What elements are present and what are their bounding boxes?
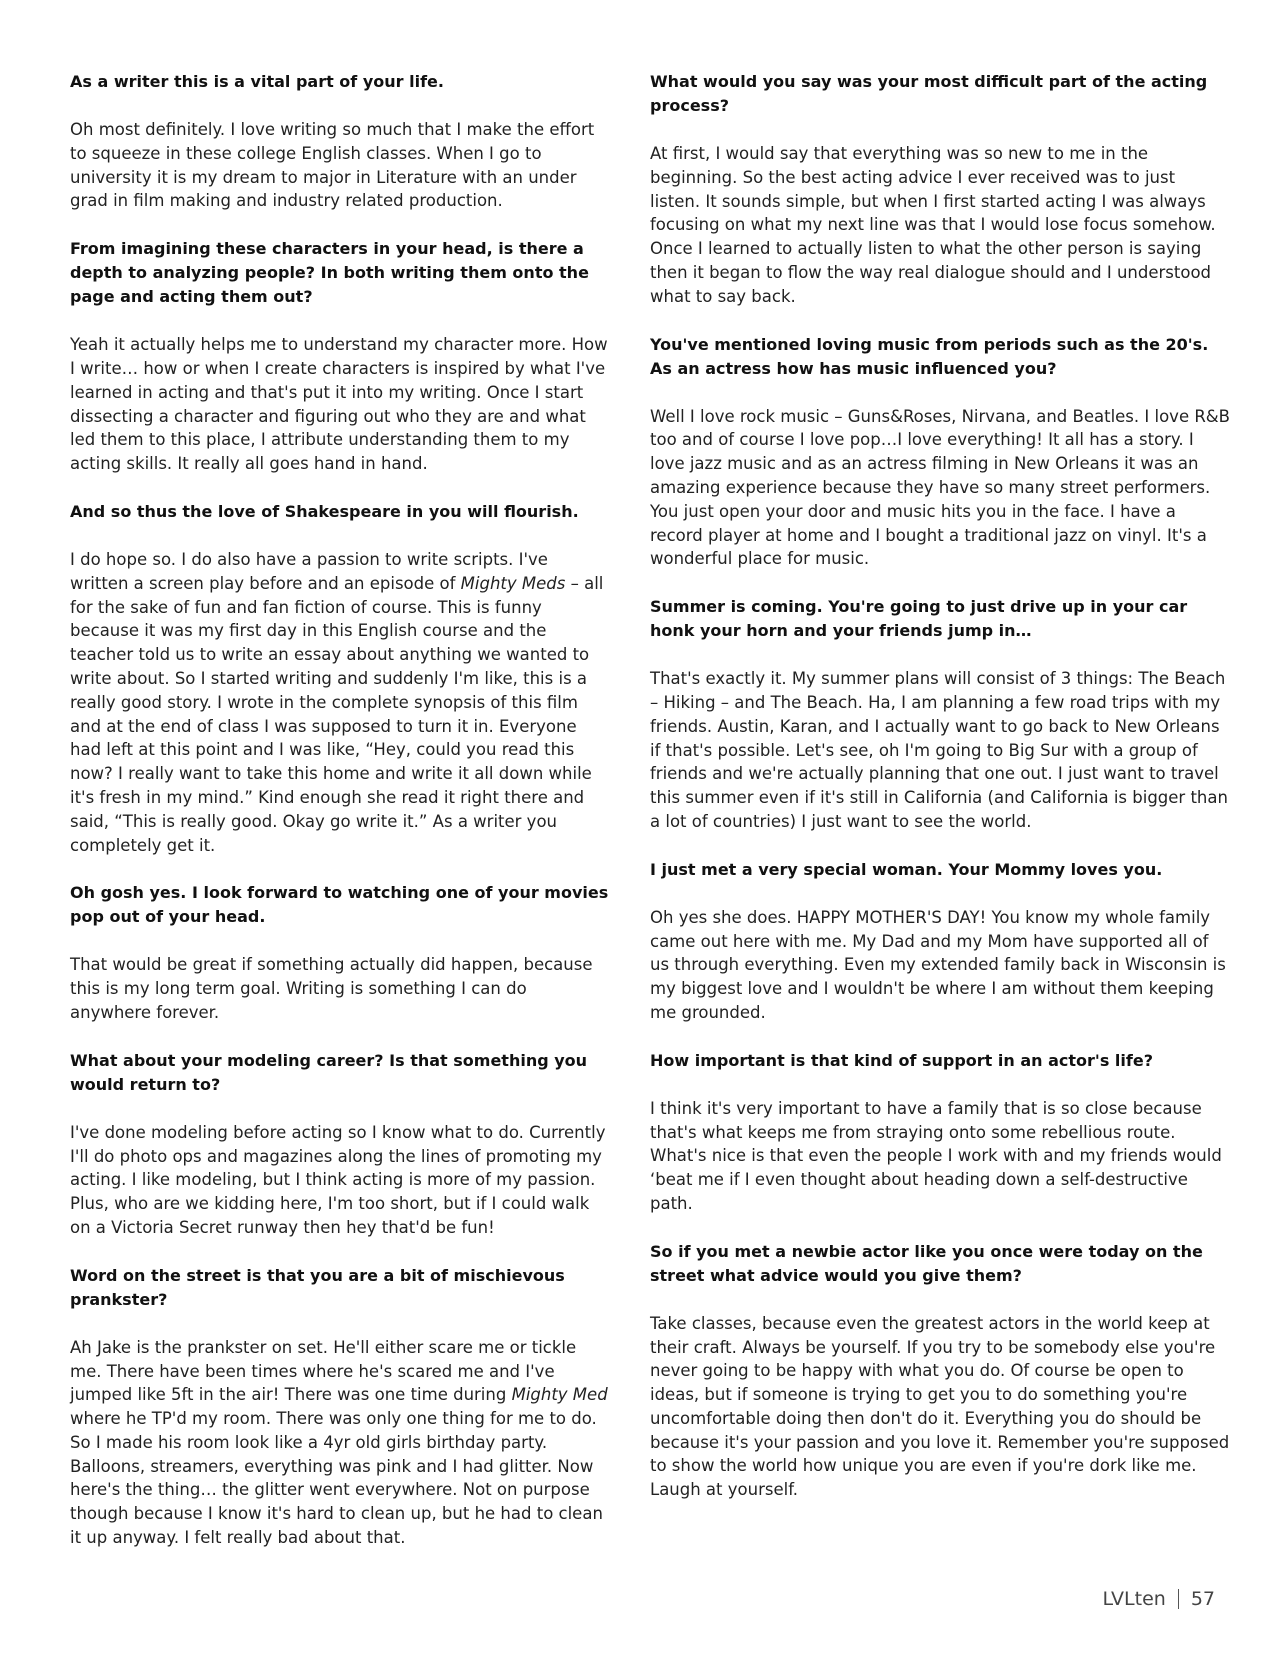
- question: How important is that kind of support in an actor's life?: [650, 1050, 1153, 1070]
- page-footer: [1103, 1588, 1215, 1610]
- answer: [70, 1336, 610, 1550]
- answer-text: – all for the sake of fun and fan fiction of course. This is funny because it was my first day in this English course and the teacher told us to write an essay about anything we wanted to write about. So I started writing and suddenly I'm like, this is a really good story. I wrote in the complete synopsis of this film and at the end of class I was supposed to turn it in. Everyone had left at this point and I was like, “Hey, could you read this now? I really want to take this home and write it all down while it's fresh in my mind.” Kind enough she read it right there and said, “This is really good. Okay go write it.” As a writer you completely get it.: [70, 573, 604, 855]
- answer: At first, I would say that everything was so new to me in the beginning. So the best acting advice I ever received was to just listen. It sounds simple, but when I first started acting I was always focusing on what my next line was that I would lose focus somehow. Once I learned to actually listen to what the other person is saying then it began to flow the way real dialogue should and I understood what to say back.: [650, 144, 1216, 306]
- question: From imagining these characters in your head, is there a depth to analyzing people? In both writing them onto the page and acting them out?: [70, 239, 589, 307]
- question: As a writer this is a vital part of your life.: [70, 72, 444, 91]
- answer: I think it's very important to have a family that is so close because that's what keeps me from straying onto some rebellious route. What's nice is that even the people I work with and my friends would ‘beat me if I even thought about heading down a self-destructive path.: [650, 1098, 1222, 1213]
- answer: That's exactly it. My summer plans will consist of 3 things: The Beach – Hiking – and The Beach. Ha, I am planning a few road trips with my friends. Austin, Karan, and I actually want to go back to New Orleans if that's possible. Let's see, oh I'm going to Big Sur with a group of friends and we're actually planning that one out. I just want to travel this summer even if it's still in California (and California is bigger than a lot of countries) I just want to see the world.: [650, 669, 1228, 831]
- left-column: [70, 70, 610, 1574]
- answer: Oh most definitely. I love writing so much that I make the effort to squeeze in these college English classes. When I go to university it is my dream to major in Literature with an under grad in film making and industry related production.: [70, 120, 595, 211]
- footer-divider: [1178, 1589, 1179, 1609]
- answer-text: Ah Jake is the prankster on set. He'll either scare me or tickle me. There have been times where he's scared me and I've jumped like 5ft in the air! There was one time during: [70, 1337, 577, 1405]
- right-column: [650, 70, 1230, 1526]
- answer: Take classes, because even the greatest actors in the world keep at their craft. Always be yourself. If you try to be somebody else you're never going to be happy with what you do. Of course be open to ideas, but if someone is trying to get you to do something you're uncomfortable doing then don't do it. Everything you do should be because it's your passion and you love it. Remember you're supposed to show the world how unique you are even if you're dork like me. Laugh at yourself.: [650, 1313, 1230, 1500]
- answer: [70, 548, 610, 857]
- question: What would you say was your most difficult part of the acting process?: [650, 72, 1208, 115]
- publication-name: LVLten: [1102, 1588, 1166, 1610]
- page-number: 57: [1190, 1588, 1215, 1610]
- answer: Oh yes she does. HAPPY MOTHER'S DAY! You know my whole family came out here with me. My Dad and my Mom have supported all of us through everything. Even my extended family back in Wisconsin is my biggest love and I wouldn't be where I am without them keeping me grounded.: [650, 907, 1226, 1022]
- question: So if you met a newbie actor like you once were today on the street what advice would you give them?: [650, 1241, 1203, 1285]
- question: Summer is coming. You're going to just drive up in your car honk your horn and your friends jump in…: [650, 597, 1188, 641]
- question: And so thus the love of Shakespeare in you will flourish.: [70, 501, 579, 521]
- question: Oh gosh yes. I look forward to watching one of your movies pop out of your head.: [70, 883, 609, 927]
- question: What about your modeling career? Is that something you would return to?: [70, 1050, 588, 1094]
- question: I just met a very special woman. Your Mommy loves you.: [650, 859, 1163, 879]
- answer-text: I do hope so. I do also have a passion to write scripts. I've written a screen play before and an episode of: [70, 549, 548, 593]
- answer: Yeah it actually helps me to understand my character more. How I write… how or when I create characters is inspired by what I've learned in acting and that's put it into my writing. Once I start dissecting a character and figuring out who they are and what led them to this place, I attribute understanding them to my acting skills. It really all goes hand in hand.: [70, 335, 608, 474]
- show-title: Mighty Med: [511, 1385, 608, 1405]
- question: You've mentioned loving music from periods such as the 20's. As an actress how has music influenced you?: [650, 334, 1209, 378]
- answer: Well I love rock music – Guns&Roses, Nirvana, and Beatles. I love R&B too and of course I love pop…I love everything! It all has a story. I love jazz music and as an actress filming in New Orleans it was an amazing experience because they have so many street performers. You just open your door and music hits you in the face. I have a record player at home and I bought a traditional jazz on vinyl. It's a wonderful place for music.: [650, 406, 1230, 569]
- answer-text: where he TP'd my room. There was only one thing for me to do. So I made his room look like a 4yr old girls birthday party. Balloons, streamers, everything was pink and I had glitter. Now here's the thing… the glitter went everywhere. Not on purpose though because I know it's hard to clean up, but he had to clean it up anyway. I felt really bad about that.: [70, 1409, 603, 1548]
- answer: That would be great if something actually did happen, because this is my long term goal. Writing is something I can do anywhere forever.: [70, 955, 593, 1022]
- answer: I've done modeling before acting so I know what to do. Currently I'll do photo ops and magazines along the lines of promoting my acting. I like modeling, but I think acting is more of my passion. Plus, who are we kidding here, I'm too short, but if I could walk on a Victoria Secret runway then hey that'd be fun!: [70, 1122, 606, 1237]
- question: Word on the street is that you are a bit of mischievous prankster?: [70, 1265, 565, 1309]
- show-title: Mighty Meds: [460, 573, 566, 593]
